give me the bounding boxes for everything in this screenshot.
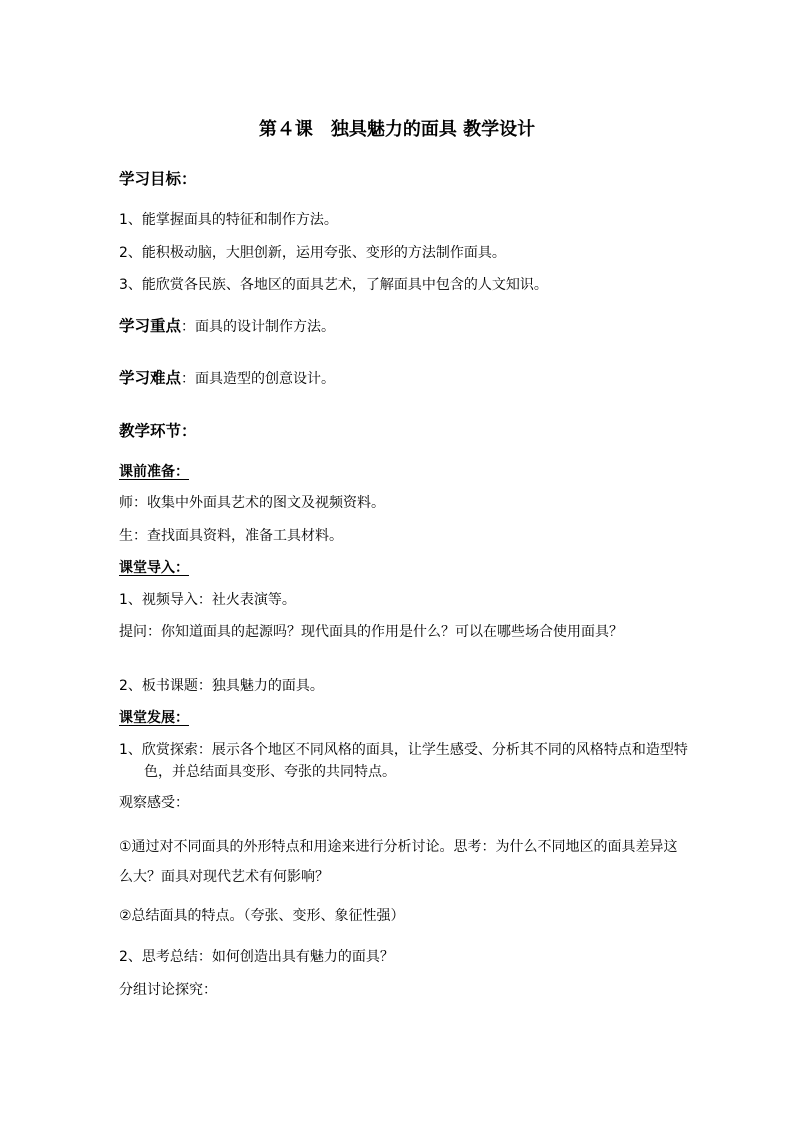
objective-item-1: 1、能掌握面具的特征和制作方法。 [119,212,338,228]
focus-label: 学习重点 [119,317,182,335]
observe-label: 观察感受： [119,795,189,811]
intro-question: 提问：你知道面具的起源吗？现代面具的作用是什么？可以在哪些场合使用面具？ [119,624,623,640]
intro-heading: 课堂导入： [119,560,189,576]
difficulty-text: ：面具造型的创意设计。 [181,371,336,387]
group-discussion: 分组讨论探究： [119,982,217,998]
difficulty-line [119,367,335,390]
preparation-heading: 课前准备： [119,464,189,480]
preparation-teacher: 师：收集中外面具艺术的图文及视频资料。 [119,495,385,511]
objectives-heading: 学习目标： [119,170,197,188]
focus-line [119,315,335,338]
process-heading: 教学环节： [119,422,197,440]
development-point-1: ①通过对不同面具的外形特点和用途来进行分析讨论。思考：为什么不同地区的面具差异这么大？面具对现代艺术有何影响？ [119,839,678,885]
focus-text: ：面具的设计制作方法。 [181,319,336,335]
preparation-student: 生：查找面具资料，准备工具材料。 [119,528,343,544]
difficulty-label: 学习难点 [119,369,182,387]
intro-item-2: 2、板书课题：独具魅力的面具。 [119,678,324,694]
intro-item-1: 1、视频导入：社火表演等。 [119,592,296,608]
objective-item-2: 2、能积极动脑，大胆创新，运用夸张、变形的方法制作面具。 [119,245,506,261]
development-heading: 课堂发展： [119,710,189,726]
lesson-name: 独具魅力的面具 教学设计 [330,119,536,140]
lesson-number: 第４课 [258,119,313,140]
document-title [0,117,794,143]
development-item-1: 1、欣赏探索：展示各个地区不同风格的面具，让学生感受、分析其不同的风格特点和造型特色，并总结面具变形、夸张的共同特点。 [119,742,688,780]
development-item-2: 2、思考总结：如何创造出具有魅力的面具？ [119,949,394,965]
development-point-2: ②总结面具的特点。（夸张、变形、象征性强） [119,908,405,924]
objective-item-3: 3、能欣赏各民族、各地区的面具艺术，了解面具中包含的人文知识。 [119,277,548,293]
